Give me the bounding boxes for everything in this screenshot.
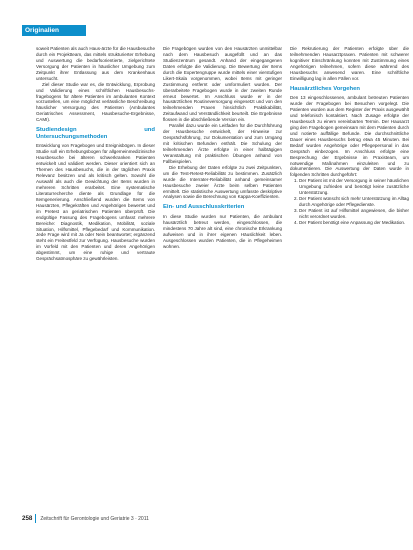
paragraph: Entwicklung von Fragebogen und Ereignisbögen. In dieser Studie soll ein Erhebungsbogen für allgemeinmedizinische Hausbesuche bei älteren schwerkranken Patienten entwickelt und validiert werden. Dieser orientiert sich an Themen des Hausbesuchs, die in der täglichen Praxis Relevanz besitzen und als kritisch gelten. Sowohl die Auswahl als auch die Gewichtung der Items wurden in mehreren Schritten erarbeitet. Eine systematische Literaturrecherche diente als Grundlage für die Itemgenerierung. Anschließend wurden die Items von Hausärzten, Pflegekräften und Angehörigen bewertet und im Pretest an geriatrischen Patienten überprüft. Die endgültige Fassung des Fragebogens umfasst mehrere Bereiche: Diagnostik, Medikation, Mobilität, soziale Situation, Hilfsmittel, Pflegebedarf und Kommunikation. Jede Frage wird mit Ja oder Nein beantwortet; ergänzend steht ein Freitextfeld zur Verfügung. Hausbesuche wurden im Vorfeld mit den Patienten und deren Angehörigen abgestimmt, um eine ruhige und vertraute Gesprächsatmosphäre zu gewährleisten.: [36, 143, 155, 262]
list-item: 1. Der Patient ist mit der Versorgung in seiner häuslichen Umgebung zufrieden und benötigt keine zusätzliche Unterstützung.: [299, 178, 409, 196]
numbered-list: [290, 178, 409, 226]
paragraph: In diese Studie wurden nur Patienten, die ambulant hausärztlich betreut werden, eingeschlossen, die mindestens 70 Jahre alt sind, eine chronische Erkrankung aufweisen und in ihrer eigenen Häuslichkeit leben. Ausgeschlossen wurden Patienten, die in Pflegeheimen wohnen.: [163, 213, 282, 249]
paragraph: Ziel dieser Studie war es, die Entwicklung, Erprobung und Validierung eines schriftlichen Hausbesuchs-fragebogens für ältere Patienten im ambulanten Kontext vorzustellen, um eine möglichst verlässliche Beschreibung häuslicher Versorgung des Patienten (Ambulantes Geriatrisches Assessment, Hausbesuche-Ergebnisse, CAMI).: [36, 81, 155, 123]
paragraph: Den 13 eingeschlossenen, ambulant betreuten Patienten wurde der Fragebogen bei Besuchen vorgelegt. Die Patienten wurden aus dem Register der Praxis ausgewählt und telefonisch kontaktiert. Nach Zusage erfolgte der Hausbesuch zu einem vereinbarten Termin. Der Hausarzt ging den Fragebogen gemeinsam mit dem Patienten durch und notierte auffällige Befunde. Die durchschnittliche Dauer eines Hausbesuchs betrug etwa 45 Minuten. Bei Bedarf wurden Angehörige oder Pflegepersonal in das Gespräch einbezogen. Im Anschluss erfolgte eine Besprechung der Ergebnisse im Praxisteam, um notwendige Maßnahmen einzuleiten und zu dokumentieren. Die Auswertung der Daten wurde in folgenden Schritten durchgeführt:: [290, 95, 409, 178]
paragraph: Die Erhebung der Daten erfolgte zu zwei Zeitpunkten, um die Test-Retest-Reliabilität zu bestimmen. Zusätzlich wurde die Interrater-Reliabilität anhand gemeinsamer Hausbesuche zweier Ärzte beim selben Patienten ermittelt. Die statistische Auswertung umfasste deskriptive Analysen sowie die Berechnung von Kappa-Koeffizienten.: [163, 164, 282, 200]
list-item: 3. Der Patient ist auf Hilfsmittel angewiesen, die bisher nicht verordnet wurden.: [299, 208, 409, 220]
paragraph: Die Rekrutierung der Patienten erfolgte über die teilnehmenden Hausarztpraxen. Patienten mit schwerer kognitiver Einschränkung konnten mit Zustimmung eines Angehörigen teilnehmen, sofern diese während des Hausbesuchs anwesend waren. Eine schriftliche Einwilligung lag in allen Fällen vor.: [290, 46, 409, 81]
section-tag: Originalien: [22, 25, 86, 36]
footer-divider: [35, 514, 36, 523]
list-item: 2. Der Patient wünscht sich mehr Unterstützung im Alltag durch Angehörige oder Pflegedienste.: [299, 196, 409, 208]
section-heading: Studiendesign und Untersuchungsmethoden: [36, 127, 155, 140]
paragraph: soweit Patienten als auch Haus-ärzte für die Hausbesuche durch ein Projektteam, das mittels strukturierter Erhebung und Auswertung die bedarfsorientierte, zielgerichtete Versorgung der Patienten in häuslicher Umgebung zum Zeitpunkt ihrer Entlassung aus dem Krankenhaus untersucht.: [36, 46, 155, 81]
page-number: 258: [22, 515, 33, 522]
list-item: 4. Der Patient benötigt eine Anpassung der Medikation.: [299, 220, 409, 226]
paragraph: Parallel dazu wurde ein Leitfaden für die Durchführung der Hausbesuche entwickelt, der Hinweise zur Gesprächsführung, zur Dokumentation und zum Umgang mit kritischen Befunden enthält. Die Schulung der teilnehmenden Ärzte erfolgte in einer halbtägigen Veranstaltung mit praktischen Übungen anhand von Fallbeispielen.: [163, 123, 282, 164]
section-heading: Ein- und Ausschlusskriterien: [163, 204, 245, 211]
paragraph: Die Fragebögen wurden von den Hausärzten unmittelbar nach dem Hausbesuch ausgefüllt und an das Studienzentrum gesandt. Anhand der eingegangenen Daten erfolgte die Validierung. Die Bewertung der Items durch die Expertengruppe wurde mittels einer vierstufigen Likert-Skala vorgenommen, wobei Items mit geringer Zustimmung entfernt oder umformuliert wurden. Der überarbeitete Fragebogen wurde in der zweiten Runde erneut bewertet. Im Anschluss wurde er in der hausärztlichen Routineversorgung eingesetzt und von den teilnehmenden Praxen hinsichtlich Praktikabilität, Zeitaufwand und Verständlichkeit beurteilt. Die Ergebnisse flossen in die abschließende Version ein.: [163, 46, 282, 123]
text-column-2: [163, 46, 282, 250]
section-heading: Hausärztliches Vorgehen: [290, 85, 360, 92]
text-column-3: [290, 46, 409, 226]
journal-citation: Zeitschrift für Gerontologie und Geriatrie 3 · 2011: [40, 516, 149, 522]
text-column-1: [36, 46, 155, 262]
page-footer: [22, 514, 322, 524]
